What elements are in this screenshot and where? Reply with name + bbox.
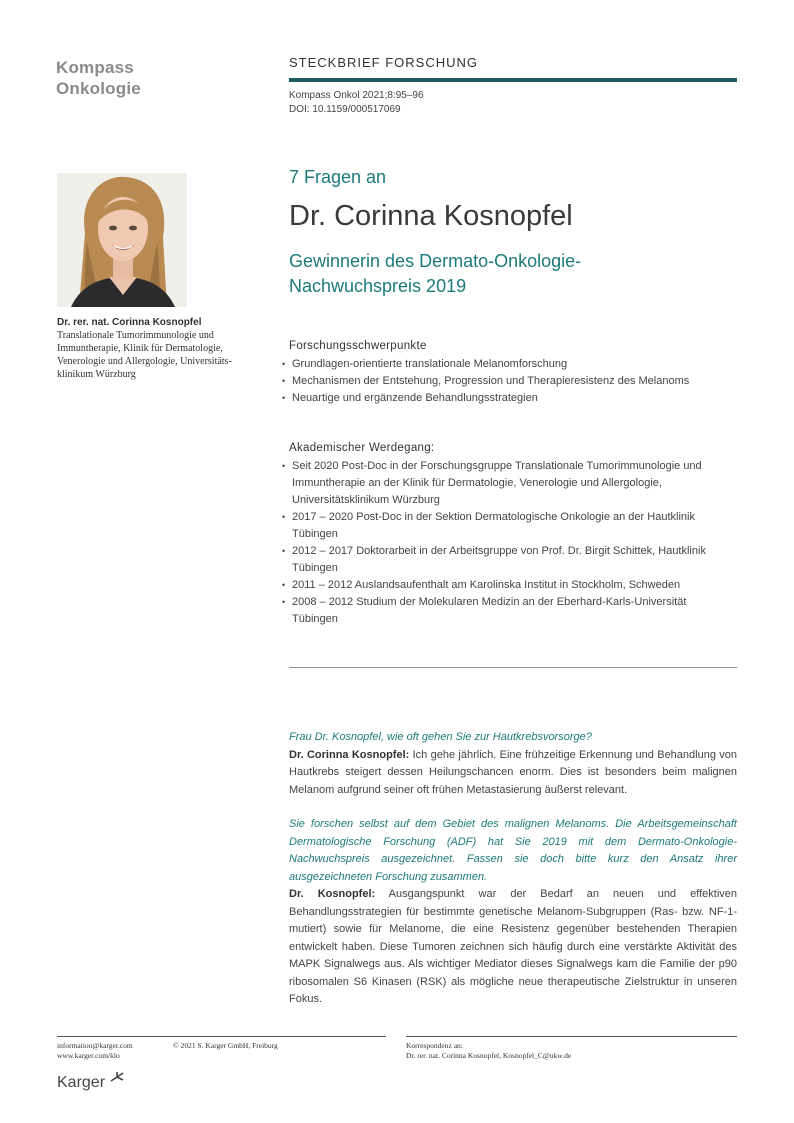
section-divider — [289, 667, 737, 668]
publisher-name: Karger — [57, 1074, 106, 1091]
article-kicker: 7 Fragen an — [289, 167, 387, 187]
interview-section — [289, 729, 737, 1026]
correspondence-label: Korrespondenz an: — [406, 1041, 463, 1050]
list-item: • 2012 – 2017 Doktorarbeit in der Arbeitsgruppe von Prof. Dr. Birgit Schittek, Hautklinik Tübingen — [283, 543, 723, 577]
research-focus-section — [283, 340, 723, 407]
academic-career-list — [283, 458, 723, 628]
caption-line: Venerologie und Allergologie, Universitäts- — [57, 356, 232, 367]
journal-name-line1: Kompass — [56, 58, 134, 77]
caption-line: Immuntherapie, Klinik für Dermatologie, — [57, 343, 223, 354]
footer-web[interactable]: www.karger.com/klo — [57, 1051, 120, 1060]
footer-rule-left — [57, 1036, 386, 1037]
journal-name-line2: Onkologie — [56, 79, 141, 98]
answer-text: Ich gehe jährlich. Eine frühzeitige Erkennung und Behandlung von Hautkrebs steigert dessen Heilungschancen enorm. Dies ist besonders beim malignen Melanom aufgrund seiner oft frühen Metastasierung äußerst relevant. — [289, 748, 738, 796]
subtitle-line1: Gewinnerin des Dermato-Onkologie- — [289, 251, 582, 271]
footer-email[interactable]: information@karger.com — [57, 1041, 133, 1050]
answer-speaker: Dr. Corinna Kosnopfel: — [289, 748, 410, 761]
footer-correspondence — [406, 1041, 571, 1061]
list-item: • 2017 – 2020 Post-Doc in der Sektion Dermatologische Onkologie an der Hautklinik Tübingen — [283, 509, 723, 543]
caption-line: klinikum Würzburg — [57, 369, 136, 380]
correspondence-value: Dr. rer. nat. Corinna Kosnopfel, Kosnopfel_C@ukw.de — [406, 1051, 572, 1060]
academic-career-heading: Akademischer Werdegang: — [289, 442, 435, 454]
research-focus-list — [283, 356, 723, 407]
citation-doi[interactable]: DOI: 10.1159/000517069 — [289, 104, 401, 115]
interview-question: Frau Dr. Kosnopfel, wie oft gehen Sie zur Hautkrebsvorsorge? — [289, 731, 592, 743]
list-item: • Grundlagen-orientierte translationale Melanomforschung — [283, 356, 723, 373]
list-item: • 2011 – 2012 Auslandsaufenthalt am Karolinska Institut in Stockholm, Schweden — [283, 577, 723, 594]
footer-rule-right — [406, 1036, 737, 1037]
footer-contact — [57, 1041, 133, 1061]
photo-caption — [57, 316, 262, 381]
answer-speaker: Dr. Kosnopfel: — [289, 888, 376, 900]
interview-answer — [289, 886, 737, 1009]
article-title: Dr. Corinna Kosnopfel — [289, 200, 573, 232]
section-label: STECKBRIEF FORSCHUNG — [289, 55, 479, 70]
citation-ref: Kompass Onkol 2021;8:95–96 — [289, 90, 424, 101]
answer-text: Ausgangspunkt war der Bedarf an neuen und effektiven Behandlungsstrategien für bestimmte genetische Melanom-Subgruppen (Ras- bzw. NF-1-mutiert) sowie für Melanome, die eine Resistenz gegenüber bestehenden Therapien entwickelt haben. Diese Tumoren zeichnen sich häufig durch eine verstärkte Aktivität des MAPK Signalwegs aus. Als wichtiger Mediator dieses Signalwegs kam die Familie der p90 ribosomalen S6 Kinasen (RSK) als mögliche neue therapeutische Zielstruktur in unseren Fokus. — [289, 888, 737, 1005]
academic-career-section — [283, 442, 723, 628]
publisher-mark-icon — [109, 1071, 125, 1085]
interview-question: Sie forschen selbst auf dem Gebiet des malignen Melanoms. Die Arbeitsgemeinschaft Dermatologische Forschung (ADF) hat Sie 2019 mit dem Dermato-Onkologie-Nachwuchspreis ausgezeichnet. Fassen sie doch bitte kurz den Ansatz ihrer ausgezeichneten Forschung zusammen. — [289, 818, 737, 883]
header-divider — [289, 78, 737, 82]
portrait-illustration — [57, 173, 187, 307]
list-item: • 2008 – 2012 Studium der Molekularen Medizin an der Eberhard-Karls-Universität Tübingen — [283, 594, 723, 628]
subtitle-line2: Nachwuchspreis 2019 — [289, 276, 467, 296]
research-focus-heading: Forschungsschwerpunkte — [289, 340, 427, 352]
list-item: • Neuartige und ergänzende Behandlungsstrategien — [283, 390, 723, 407]
caption-line: Translationale Tumorimmunologie und — [57, 330, 214, 341]
list-item: • Mechanismen der Entstehung, Progression und Therapieresistenz des Melanoms — [283, 373, 723, 390]
portrait-photo — [57, 173, 187, 307]
journal-name — [56, 57, 141, 99]
citation — [289, 89, 424, 117]
footer-copyright: © 2021 S. Karger GmbH, Freiburg — [173, 1041, 278, 1050]
caption-name: Dr. rer. nat. Corinna Kosnopfel — [57, 317, 202, 328]
interview-answer — [289, 747, 737, 800]
list-item: • Seit 2020 Post-Doc in der Forschungsgruppe Translationale Tumorimmunologie und Immuntherapie an der Klinik für Dermatologie, Venerologie und Allergologie, Universitätsklinikum Würzburg — [283, 458, 723, 509]
publisher-logo — [57, 1071, 125, 1092]
article-subtitle — [289, 249, 709, 299]
